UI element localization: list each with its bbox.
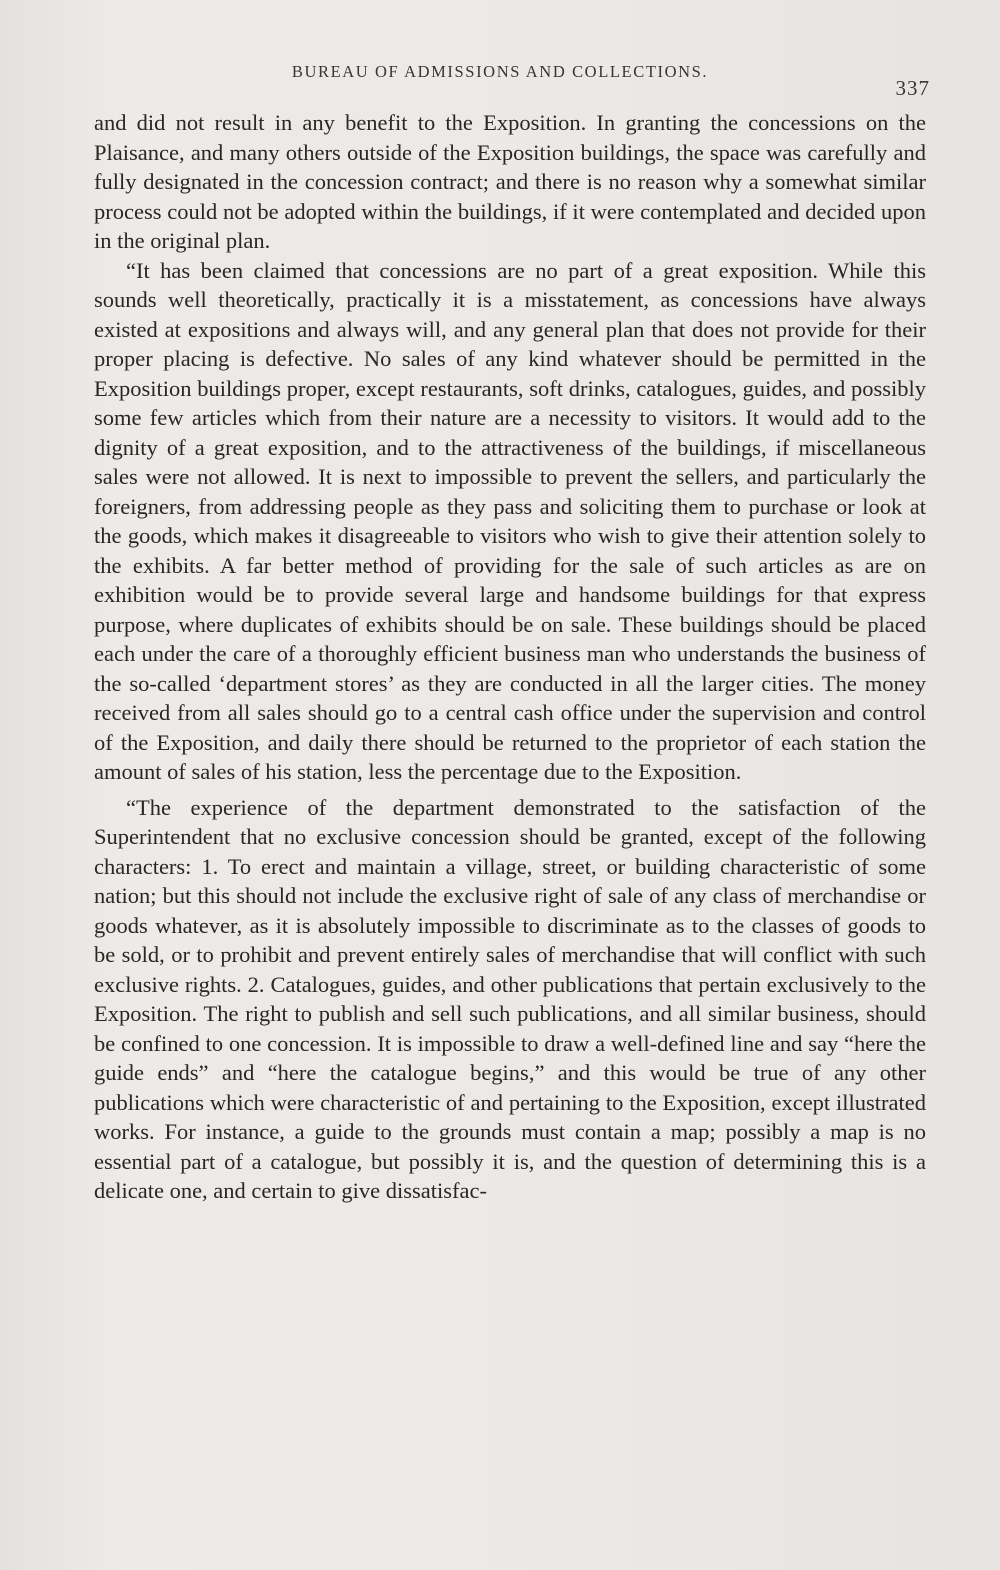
paragraph-continued: and did not result in any benefit to the Exposition. In granting the concessions on the Plaisance, and many others outside of the Exposition buildings, the space was carefully and fully designated in the concession contract; and there is no reason why a somewhat similar process could not be adopted within the buildings, if it were contemplated and decided upon in the original plan. xyxy=(94,110,926,253)
body-text xyxy=(94,108,926,1206)
paragraph-experience: “The experience of the department demonstrated to the satisfaction of the Superintendent that no exclusive concession should be granted, except of the following characters: 1. To erect and maintain a village, street, or building characteristic of some nation; but this should not include the exclusive right of sale of any class of merchandise or goods whatever, as it is absolutely impossible to discriminate as to the classes of goods to be sold, or to prohibit and prevent entirely sales of merchandise that will conflict with such exclusive rights. 2. Catalogues, guides, and other publications that pertain exclusively to the Exposition. The right to publish and sell such publications, and all similar business, should be confined to one concession. It is impossible to draw a well-defined line and say “here the guide ends” and “here the catalogue begins,” and this would be true of any other publications which were characteristic of and pertaining to the Exposition, except illustrated works. For instance, a guide to the grounds must contain a map; possibly a map is no essential part of a catalogue, but possibly it is, and the question of determining this is a delicate one, and certain to give dissatisfac- xyxy=(94,794,926,1203)
paragraph-concessions: “It has been claimed that concessions are no part of a great exposition. While this sounds well theoretically, practically it is a misstatement, as concessions have always existed at expositions and always will, and any general plan that does not provide for their proper placing is defective. No sales of any kind whatever should be permitted in the Exposition buildings proper, except restaurants, soft drinks, catalogues, guides, and possibly some few articles which from their nature are a necessity to visitors. It would add to the dignity of a great exposition, and to the attractiveness of the buildings, if miscellaneous sales were not allowed. It is next to impossible to prevent the sellers, and particularly the foreigners, from addressing people as they pass and soliciting them to purchase or look at the goods, which makes it disagreeable to visitors who wish to give their attention solely to the exhibits. A far better method of providing for the sale of such articles as are on exhibition would be to provide several large and handsome buildings for that express purpose, where duplicates of exhibits should be on sale. These buildings should be placed each under the care of a thoroughly efficient business man who understands the business of the so-called ‘department stores’ as they are conducted in all the larger cities. The money received from all sales should go to a central cash office under the supervision and control of the Exposition, and daily there should be returned to the proprietor of each station the amount of sales of his station, less the percentage due to the Exposition. xyxy=(94,257,926,784)
page-number: 337 xyxy=(895,76,930,100)
running-head: BUREAU OF ADMISSIONS AND COLLECTIONS. xyxy=(291,62,709,81)
